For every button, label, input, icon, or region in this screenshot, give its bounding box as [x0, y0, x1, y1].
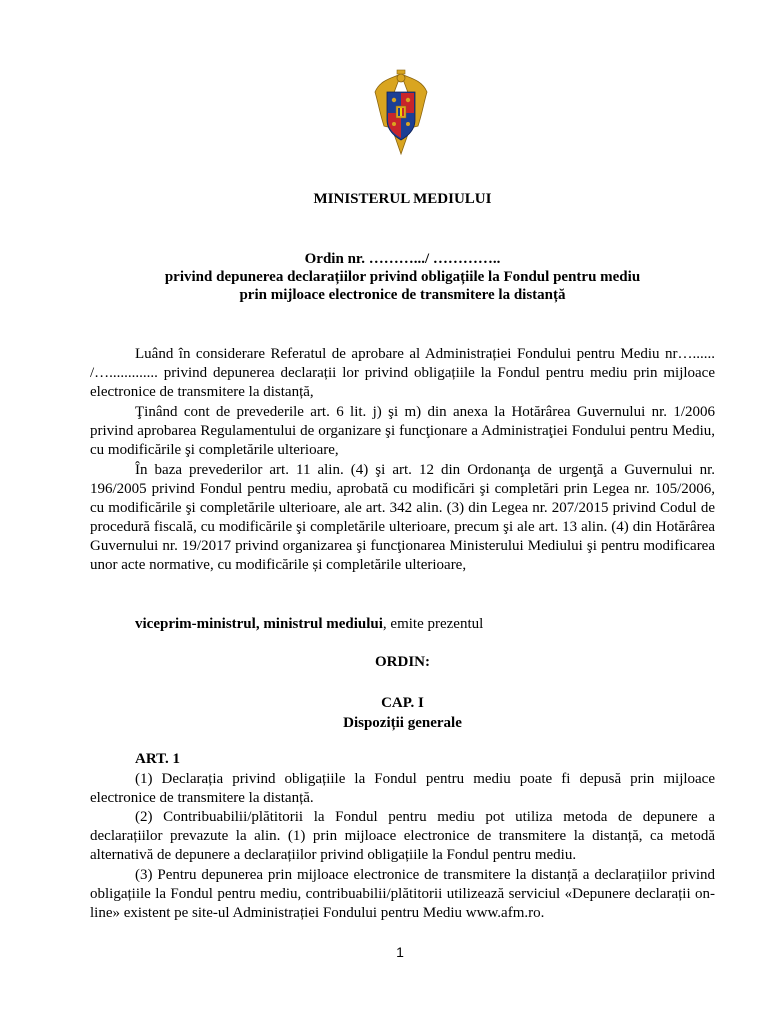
article-paragraph-2: (2) Contribuabilii/plătitorii la Fondul pentru mediu pot utiliza metoda de depunere a declarațiilor prevazute la alin. (1) prin mijloace electronice de transmitere la distanță, ca metodă alternativă de depunere a declarațiilor privind obligațiile la Fondul pentru mediu. [90, 809, 715, 863]
preamble-paragraph-2: Ţinând cont de prevederile art. 6 lit. j) şi m) din anexa la Hotărârea Guvernului nr. 1/2006 privind aprobarea Regulamentului de organizare şi funcţionare a Administraţiei Fondului pentru Mediu, cu modificările şi completările ulterioare, [90, 404, 715, 458]
article-paragraph-1: (1) Declarația privind obligațiile la Fondul pentru mediu poate fi depusă prin mijloace electronice de transmitere la distanță. [90, 771, 715, 806]
chapter-name: Dispoziții generale [343, 715, 462, 731]
chapter-number: CAP. I [381, 695, 424, 711]
page-number: 1 [396, 944, 404, 960]
order-title [90, 250, 715, 304]
order-subject-line-1: privind depunerea declarațiilor privind obligațiile la Fondul pentru mediu [164, 269, 641, 285]
article-label: ART. 1 [135, 751, 181, 767]
article-paragraph-3: (3) Pentru depunerea prin mijloace electronice de transmitere la distanță a declarațiilor privind obligațiile la Fondul pentru mediu, contribuabilii/plătitorii utilizează serviciul «Depunere declarații on-line» existent pe site-ul Administrației Fondului pentru Mediu www.afm.ro. [90, 867, 715, 921]
issuer-rest: , emite prezentul [382, 616, 484, 632]
romania-coat-of-arms-icon [372, 68, 430, 156]
preamble-paragraph-3: În baza prevederilor art. 11 alin. (4) şi art. 12 din Ordonanţa de urgenţă a Guvernului nr. 196/2005 privind Fondul pentru mediu, aprobată cu modificări şi completări prin Legea nr. 105/2006, cu modificările şi completările ulterioare, ale art. 342 alin. (3) din Legea nr. 207/2015 privind Codul de procedură fiscală, cu modificările şi completările ulterioare, precum şi ale art. 13 alin. (4) din Hotărârea Guvernului nr. 19/2017 privind organizarea şi funcţionarea Ministerului Mediului şi pentru modificarea unor acte normative, cu modificările și completările ulterioare, [90, 462, 715, 573]
preamble-paragraph-1: Luând în considerare Referatul de aprobare al Administrației Fondului pentru Mediu nr…...... /…............. privind depunerea declarații lor privind obligațiile la Fondul pentru mediu prin mijloace electronice de transmitere la distanță, [90, 346, 715, 400]
issuer-title: viceprim-ministrul, ministrul mediului [135, 616, 383, 632]
order-number-line: Ordin nr. ……….../ ………….. [304, 251, 501, 267]
ministry-heading: MINISTERUL MEDIULUI [313, 191, 492, 207]
chapter-heading [90, 693, 715, 733]
ordin-heading: ORDIN: [375, 654, 430, 670]
order-subject-line-2: prin mijloace electronice de transmitere la distanță [239, 287, 566, 303]
issuer-line [135, 616, 483, 633]
